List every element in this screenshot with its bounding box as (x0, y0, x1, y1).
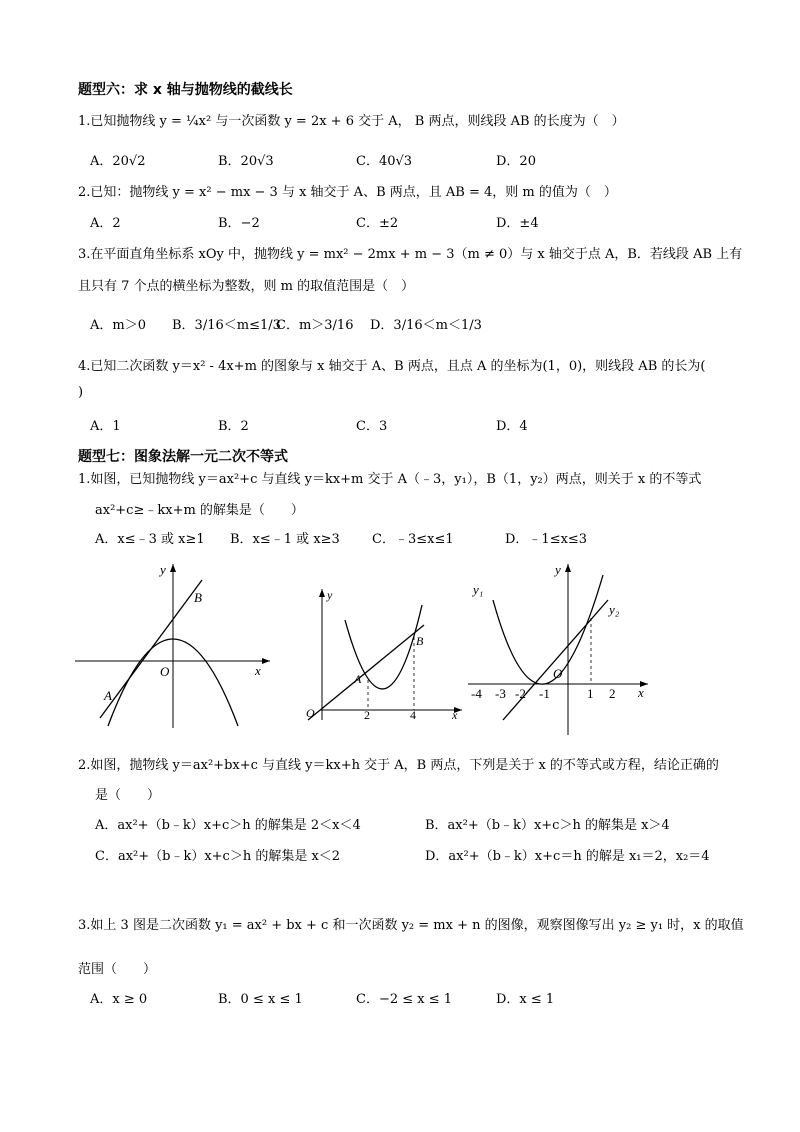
s6-q2-option-b: B．−2 (218, 216, 260, 231)
fig2-tick-2: 2 (364, 708, 370, 722)
s6-q1-option-c: C．40√3 (356, 154, 413, 169)
figure-1-graph (70, 560, 275, 730)
s6-q1-option-b: B．20√3 (218, 154, 274, 169)
fig2-point-a: A (354, 672, 362, 686)
s6-q2-option-c: C．±2 (356, 216, 399, 231)
s6-q4-option-d: D．4 (496, 419, 528, 434)
s6-q1-text: 1.已知抛物线 y = ¼x² 与一次函数 y = 2x + 6 交于 A， B 两点，则线段 AB 的长度为（ ） (78, 114, 625, 129)
s6-q4-option-c: C．3 (356, 419, 388, 434)
fig1-x-label: x (255, 663, 261, 678)
fig3-y2-label: y₂ (609, 602, 620, 617)
s7-q3-line2: 范围（ ） (78, 962, 157, 977)
fig3-y1-label: y₁ (473, 582, 484, 597)
s7-q1-line2: ax²+c≥﹣kx+m 的解集是（ ） (95, 503, 304, 518)
fig2-line (308, 625, 424, 720)
fig3-tick-neg4: -4 (471, 686, 482, 701)
s7-q1-option-a: A．x≤﹣3 或 x≥1 (95, 532, 205, 547)
s7-q2-option-b: B．ax²+（b﹣k）x+c＞h 的解集是 x＞4 (425, 818, 670, 833)
fig3-y-arrow (565, 564, 571, 572)
section7-title: 题型七：图象法解一元二次不等式 (78, 449, 288, 465)
fig1-y-label: y (160, 562, 166, 577)
s6-q4-line2: ) (78, 385, 84, 400)
s7-q2-line1: 2.如图，抛物线 y＝ax²+bx+c 与直线 y＝kx+h 交于 A，B 两点，下列是关于 x 的不等式或方程，结论正确的 (78, 758, 719, 773)
s7-q2-option-d: D．ax²+（b﹣k）x+c＝h 的解是 x₁＝2，x₂＝4 (425, 849, 710, 864)
s7-q2-option-a: A．ax²+（b﹣k）x+c＞h 的解集是 2＜x＜4 (95, 818, 361, 833)
s7-q2-line2: 是（ ） (95, 788, 161, 803)
fig1-x-arrow (262, 658, 270, 664)
fig1-y-arrow (170, 564, 176, 572)
s7-q2-option-c: C．ax²+（b﹣k）x+c＞h 的解集是 x＜2 (95, 849, 341, 864)
s6-q4-line1: 4.已知二次函数 y＝x² - 4x+m 的图象与 x 轴交于 A、B 两点，且点 A 的坐标为(1，0)，则线段 AB 的长为( (78, 359, 706, 374)
fig2-point-b: B (416, 634, 424, 648)
fig3-y-label: y (555, 562, 561, 577)
fig3-line-y2 (503, 600, 608, 720)
fig3-tick-neg3: -3 (495, 686, 506, 701)
fig3-tick-neg1: -1 (539, 686, 550, 701)
fig2-origin-label: O (306, 706, 315, 720)
fig1-origin-label: O (160, 664, 170, 679)
fig1-line (100, 580, 202, 718)
fig3-tick-1: 1 (587, 686, 594, 701)
s6-q1-option-a: A．20√2 (90, 154, 146, 169)
s6-q3-option-a: A．m＞0 (90, 318, 146, 333)
s6-q3-option-d: D．3/16＜m＜1/3 (370, 318, 482, 333)
fig3-tick-neg2: -2 (515, 686, 526, 701)
s6-q4-option-a: A．1 (90, 419, 121, 434)
s6-q1-option-d: D．20 (496, 154, 536, 169)
fig1-point-a: A (104, 688, 112, 703)
fig1-point-b: B (194, 590, 202, 605)
fig2-y-label: y (327, 588, 333, 602)
figure-3-graph (463, 560, 663, 740)
s7-q3-option-a: A．x ≥ 0 (90, 992, 148, 1007)
s6-q3-line1: 3.在平面直角坐标系 xOy 中，抛物线 y = mx² − 2mx + m − 3（m ≠ 0）与 x 轴交于点 A，B．若线段 AB 上有 (78, 247, 743, 262)
fig2-x-label: x (452, 708, 458, 722)
s7-q3-option-d: D．x ≤ 1 (496, 992, 555, 1007)
s7-q1-option-d: D．﹣1≤x≤3 (505, 532, 588, 547)
fig3-origin-label: O (553, 666, 563, 681)
s7-q3-line1: 3.如上 3 图是二次函数 y₁ = ax² + bx + c 和一次函数 y₂ = mx + n 的图像，观察图像写出 y₂ ≥ y₁ 时，x 的取值 (78, 918, 744, 933)
s7-q1-option-c: C．﹣3≤x≤1 (372, 532, 454, 547)
s7-q1-option-b: B．x≤﹣1 或 x≥3 (230, 532, 340, 547)
fig2-y-arrow (319, 589, 325, 597)
fig2-tick-4: 4 (410, 708, 416, 722)
s6-q3-option-b: B．3/16＜m≤1/3 (172, 318, 281, 333)
s7-q1-line1: 1.如图，已知抛物线 y＝ax²+c 与直线 y＝kx+m 交于 A（﹣3，y₁），B（1，y₂）两点，则关于 x 的不等式 (78, 472, 702, 487)
fig3-x-label: x (638, 685, 644, 700)
fig3-tick-2: 2 (609, 686, 616, 701)
s6-q3-line2: 且只有 7 个点的横坐标为整数，则 m 的取值范围是（ ） (78, 279, 415, 294)
section6-title: 题型六：求 x 轴与抛物线的截线长 (78, 82, 293, 98)
s6-q2-option-d: D．±4 (496, 216, 539, 231)
s7-q3-option-b: B．0 ≤ x ≤ 1 (218, 992, 303, 1007)
s6-q2-option-a: A．2 (90, 216, 121, 231)
s6-q3-option-c: C．m＞3/16 (276, 318, 354, 333)
s7-q3-option-c: C．−2 ≤ x ≤ 1 (356, 992, 453, 1007)
figure-2-graph (300, 585, 465, 725)
s6-q4-option-b: B．2 (218, 419, 249, 434)
s6-q2-text: 2.已知：抛物线 y = x² − mx − 3 与 x 轴交于 A、B 两点，且 AB = 4，则 m 的值为（ ） (78, 185, 617, 200)
